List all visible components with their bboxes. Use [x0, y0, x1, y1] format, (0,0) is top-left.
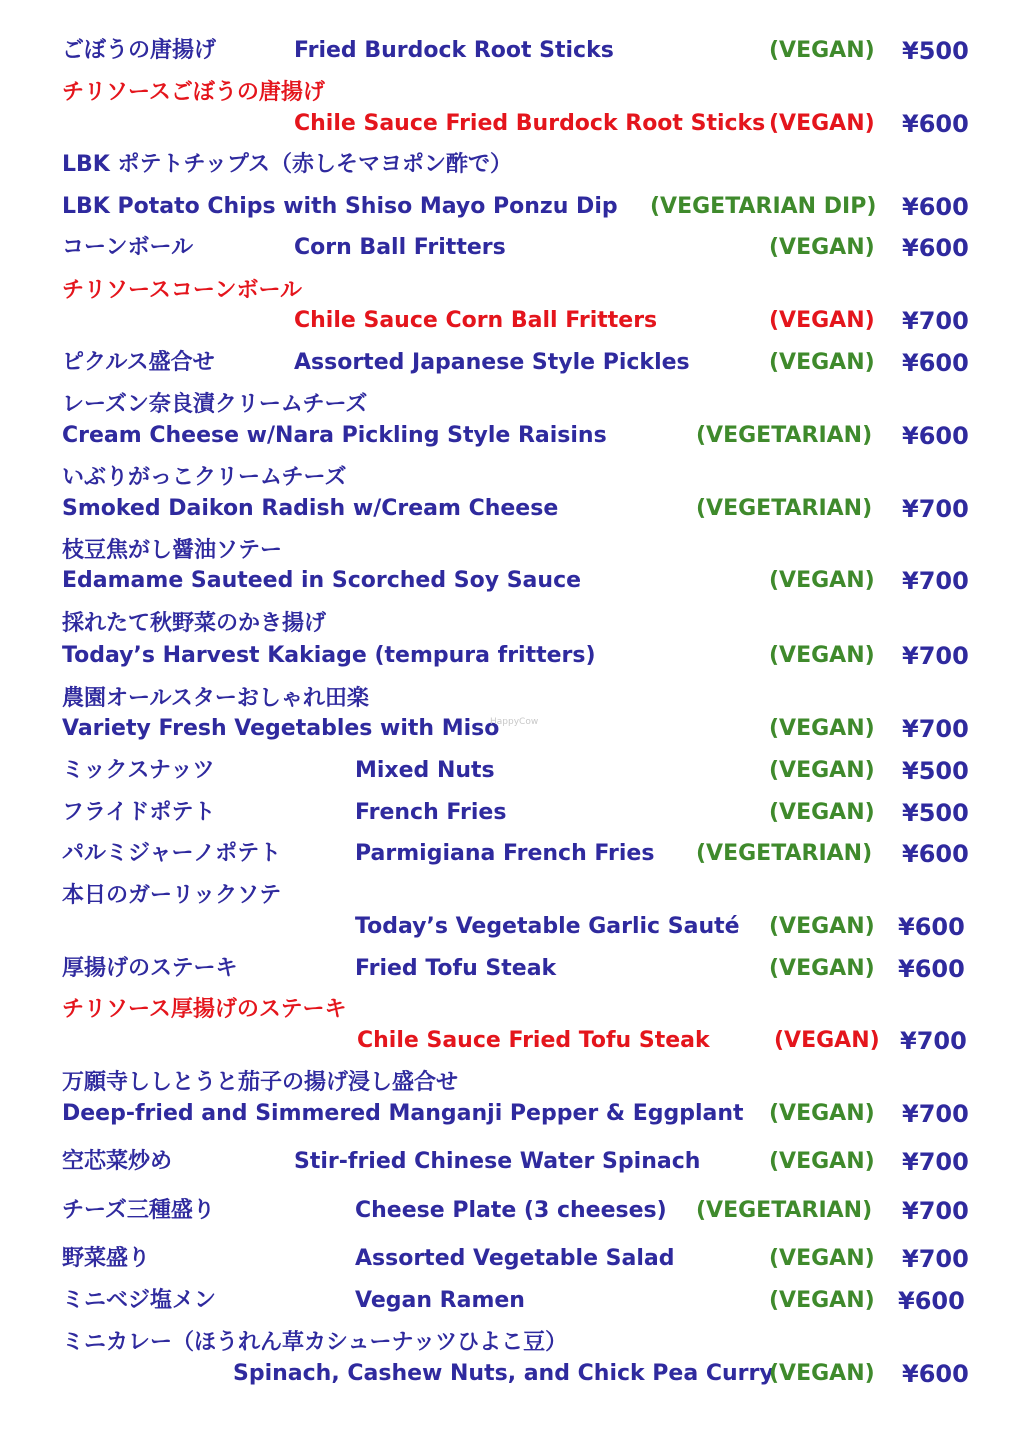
- diet-label: (VEGETARIAN DIP): [650, 194, 877, 219]
- item-price: ¥700: [902, 307, 969, 335]
- item-name-jp: ミックスナッツ: [62, 758, 215, 783]
- item-name-en: Today’s Harvest Kakiage (tempura fritters): [62, 643, 596, 668]
- diet-label: (VEGAN): [769, 308, 875, 333]
- item-name-jp: チリソース厚揚げのステーキ: [62, 997, 347, 1022]
- item-name-jp: フライドポテト: [62, 800, 216, 825]
- item-price: ¥700: [902, 715, 969, 743]
- diet-label: (VEGAN): [769, 1361, 875, 1386]
- item-name-en: Parmigiana French Fries: [355, 841, 655, 866]
- diet-label: (VEGETARIAN): [696, 423, 873, 448]
- item-name-en: Assorted Japanese Style Pickles: [294, 350, 690, 375]
- item-price: ¥600: [902, 234, 969, 262]
- item-price: ¥600: [902, 422, 969, 450]
- item-name-en: Fried Burdock Root Sticks: [294, 38, 614, 63]
- item-name-en: Chile Sauce Corn Ball Fritters: [294, 308, 658, 333]
- diet-label: (VEGAN): [769, 38, 875, 63]
- item-price: ¥700: [902, 1100, 969, 1128]
- diet-label: (VEGETARIAN): [696, 496, 873, 521]
- item-price: ¥700: [902, 642, 969, 670]
- item-price: ¥600: [902, 840, 969, 868]
- item-name-en: Cheese Plate (3 cheeses): [355, 1198, 667, 1223]
- item-price: ¥700: [900, 1027, 967, 1055]
- item-name-jp: チーズ三種盛り: [62, 1198, 215, 1223]
- item-name-jp: 採れたて秋野菜のかき揚げ: [62, 611, 327, 636]
- diet-label: (VEGAN): [769, 111, 875, 136]
- item-name-en: Edamame Sauteed in Scorched Soy Sauce: [62, 568, 582, 593]
- item-name-jp: 本日のガーリックソテ: [62, 883, 282, 908]
- diet-label: (VEGAN): [769, 914, 875, 939]
- item-name-en: Variety Fresh Vegetables with Miso: [62, 716, 500, 741]
- diet-label: (VEGETARIAN): [696, 841, 873, 866]
- diet-label: (VEGAN): [769, 1149, 875, 1174]
- item-name-jp: コーンボール: [62, 235, 194, 260]
- item-name-en: Smoked Daikon Radish w/Cream Cheese: [62, 496, 559, 521]
- item-name-jp: パルミジャーノポテト: [62, 841, 282, 866]
- item-name-jp: チリソースごぼうの唐揚げ: [62, 80, 325, 105]
- item-name-en: Fried Tofu Steak: [355, 956, 557, 981]
- item-price: ¥500: [902, 757, 969, 785]
- item-name-jp: 万願寺ししとうと茄子の揚げ浸し盛合せ: [62, 1070, 459, 1095]
- diet-label: (VEGAN): [769, 1246, 875, 1271]
- item-price: ¥700: [902, 1197, 969, 1225]
- item-name-jp: ピクルス盛合せ: [62, 350, 215, 375]
- item-name-jp: レーズン奈良漬クリームチーズ: [62, 392, 368, 417]
- diet-label: (VEGAN): [769, 350, 875, 375]
- item-name-en: Vegan Ramen: [355, 1288, 525, 1313]
- item-price: ¥500: [902, 799, 969, 827]
- item-name-jp: 厚揚げのステーキ: [62, 956, 238, 981]
- item-price: ¥600: [898, 955, 965, 983]
- watermark-text: HappyCow: [490, 717, 539, 727]
- diet-label: (VEGAN): [769, 1288, 875, 1313]
- diet-label: (VEGAN): [769, 716, 875, 741]
- item-name-jp: 空芯菜炒め: [62, 1149, 173, 1174]
- item-price: ¥500: [902, 37, 969, 65]
- diet-label: (VEGAN): [769, 956, 875, 981]
- item-price: ¥700: [902, 567, 969, 595]
- item-name-jp: 農園オールスターおしゃれ田楽: [62, 686, 369, 711]
- item-name-en: Stir-fried Chinese Water Spinach: [294, 1149, 701, 1174]
- item-name-en: French Fries: [355, 800, 507, 825]
- item-name-jp: いぶりがっこクリームチーズ: [62, 465, 347, 490]
- item-price: ¥600: [902, 193, 969, 221]
- item-price: ¥600: [902, 349, 969, 377]
- item-price: ¥600: [898, 1287, 965, 1315]
- item-name-en: Chile Sauce Fried Tofu Steak: [357, 1028, 710, 1053]
- item-name-en: Today’s Vegetable Garlic Sauté: [355, 914, 740, 939]
- diet-label: (VEGAN): [769, 643, 875, 668]
- item-name-en: Cream Cheese w/Nara Pickling Style Raisins: [62, 423, 607, 448]
- item-name-en: Assorted Vegetable Salad: [355, 1246, 675, 1271]
- diet-label: (VEGAN): [769, 1101, 875, 1126]
- item-name-jp: チリソースコーンボール: [62, 278, 303, 303]
- item-name-jp: ミニカレー（ほうれん草カシューナッツひよこ豆）: [62, 1330, 568, 1355]
- item-name-jp: ごぼうの唐揚げ: [62, 38, 217, 63]
- item-name-en: Mixed Nuts: [355, 758, 495, 783]
- diet-label: (VEGAN): [769, 235, 875, 260]
- diet-label: (VEGAN): [769, 758, 875, 783]
- item-price: ¥600: [898, 913, 965, 941]
- item-price: ¥700: [902, 495, 969, 523]
- item-name-jp: 野菜盛り: [62, 1246, 151, 1271]
- item-price: ¥700: [902, 1245, 969, 1273]
- item-price: ¥600: [902, 110, 969, 138]
- diet-label: (VEGAN): [769, 568, 875, 593]
- diet-label: (VEGAN): [769, 800, 875, 825]
- item-name-en: Spinach, Cashew Nuts, and Chick Pea Curry: [233, 1361, 774, 1386]
- item-price: ¥600: [902, 1360, 969, 1388]
- diet-label: (VEGAN): [774, 1028, 880, 1053]
- item-name-jp: ミニベジ塩メン: [62, 1288, 217, 1313]
- item-name-jp: LBK ポテトチップス（赤しそマヨポン酢で）: [62, 152, 512, 177]
- diet-label: (VEGETARIAN): [696, 1198, 873, 1223]
- item-name-en: Corn Ball Fritters: [294, 235, 506, 260]
- item-name-en: Chile Sauce Fried Burdock Root Sticks: [294, 111, 766, 136]
- item-name-en: LBK Potato Chips with Shiso Mayo Ponzu Dip: [62, 194, 618, 219]
- item-name-jp: 枝豆焦がし醤油ソテー: [62, 538, 283, 563]
- item-name-en: Deep-fried and Simmered Manganji Pepper & Eggplant: [62, 1101, 744, 1126]
- item-price: ¥700: [902, 1148, 969, 1176]
